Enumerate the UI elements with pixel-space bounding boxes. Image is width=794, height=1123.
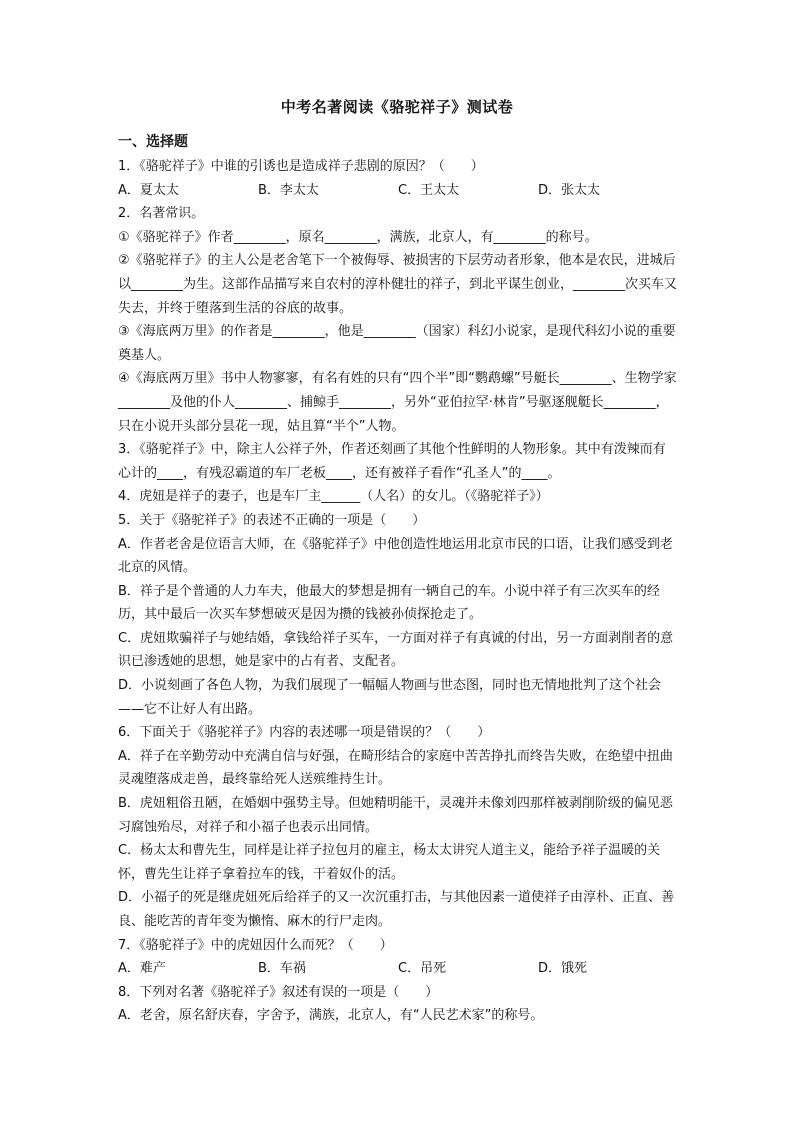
question-2-item-1: ①《骆驼祥子》作者________，原名________，满族，北京人，有________的称号。 — [118, 229, 598, 245]
option-a: A．难产 — [118, 961, 166, 977]
option-a: A．夏太太 — [118, 182, 179, 198]
question-6-option-c: C．杨太太和曹先生，同样是让祥子拉包月的雇主，杨太太讲究人道主义，能给予祥子温暖的关怀，曹先生让祥子拿着拉车的钱，干着奴仆的活。 — [118, 843, 661, 882]
option-c: C．吊死 — [398, 961, 447, 977]
question-2-item-2: ②《骆驼祥子》的主人公是老舍笔下一个被侮辱、被损害的下层劳动者形象，他本是农民，进城后以________为生。这部作品描写来自农村的淳朴健壮的祥子，到北平谋生创业，________次买车又失去，并终于堕落到生活的谷底的故事。 — [118, 253, 678, 316]
question-6: 6．下面关于《骆驼祥子》内容的表述哪一项是错误的？（ ） — [118, 725, 491, 741]
option-d: D．张太太 — [538, 182, 601, 198]
option-b: B．车祸 — [258, 961, 306, 977]
question-2: 2．名著常识。 — [118, 206, 205, 222]
option-d: D．饿死 — [538, 961, 588, 977]
question-4: 4．虎妞是祥子的妻子，也是车厂主______（人名）的女儿。（《骆驼祥子》） — [118, 489, 549, 505]
question-7-options — [118, 957, 678, 981]
question-2-item-3: ③《海底两万里》的作者是________，他是________（国家）科幻小说家，是现代科幻小说的重要奠基人。 — [118, 324, 676, 363]
question-3: 3．《骆驼祥子》中，除主人公祥子外，作者还刻画了其他个性鲜明的人物形象。其中有泼辣而有心计的____，有残忍霸道的车厂老板____，还有被祥子看作“孔圣人”的____。 — [118, 442, 666, 481]
question-1-options — [118, 179, 678, 203]
question-2-item-4: ④《海底两万里》书中人物寥寥，有名有姓的只有“四个半”即“鹦鹉螺”号艇长________、生物学家________及他的仆人________、捕鲸手________，另外“亚伯拉罕·林肯”号驱逐舰艇长________，只在小说开头部分昙花一现，姑且算“半个”人物。 — [118, 371, 677, 434]
section-heading: 一、选择题 — [118, 134, 188, 150]
question-1: 1．《骆驼祥子》中谁的引诱也是造成祥子悲剧的原因？（ ） — [118, 159, 484, 174]
question-6-option-d: D．小福子的死是继虎妞死后给祥子的又一次沉重打击，与其他因素一道使祥子由淳朴、正直、善良、能吃苦的青年变为懒惰、麻木的行尸走肉。 — [118, 890, 675, 929]
page-title: 中考名著阅读《骆驼祥子》测试卷 — [280, 98, 514, 116]
question-7: 7．《骆驼祥子》中的虎妞因什么而死？（ ） — [118, 937, 393, 953]
exam-content — [118, 132, 678, 1028]
question-5: 5．关于《骆驼祥子》的表述不正确的一项是（ ） — [118, 512, 426, 528]
question-6-option-b: B．虎妞粗俗丑陋，在婚姻中强势主导。但她精明能干，灵魂并未像刘四那样被剥削阶级的偏见恶习腐蚀殆尽，对祥子和小福子也表示出同情。 — [118, 796, 673, 835]
option-c: C．王太太 — [398, 182, 460, 198]
question-8-option-a: A．老舍，原名舒庆春，字舍予，满族，北京人，有“人民艺术家”的称号。 — [118, 1008, 544, 1024]
option-b: B．李太太 — [258, 182, 319, 198]
question-5-option-d: D．小说刻画了各色人物，为我们展现了一幅幅人物画与世态图，同时也无情地批判了这个社会——它不让好人有出路。 — [118, 678, 662, 717]
question-6-option-a: A．祥子在辛勤劳动中充满自信与好强，在畸形结合的家庭中苦苦挣扎而终告失败，在绝望中扭曲灵魂堕落成走兽，最终靠给死人送殡维持生计。 — [118, 748, 673, 788]
question-8: 8．下列对名著《骆驼祥子》叙述有误的一项是（ ） — [118, 984, 439, 1000]
question-5-option-b: B．祥子是个普通的人力车夫，他最大的梦想是拥有一辆自己的车。小说中祥子有三次买车的经历，其中最后一次买车梦想破灭是因为攒的钱被孙侦探抢走了。 — [118, 583, 660, 623]
question-5-option-c: C．虎妞欺骗祥子与她结婚，拿钱给祥子买车，一方面对祥子有真诚的付出，另一方面剥削者的意识已渗透她的思想，她是家中的占有者、支配者。 — [118, 630, 674, 670]
question-5-option-a: A．作者老舍是位语言大师，在《骆驼祥子》中他创造性地运用北京市民的口语，让我们感受到老北京的风情。 — [118, 536, 673, 576]
